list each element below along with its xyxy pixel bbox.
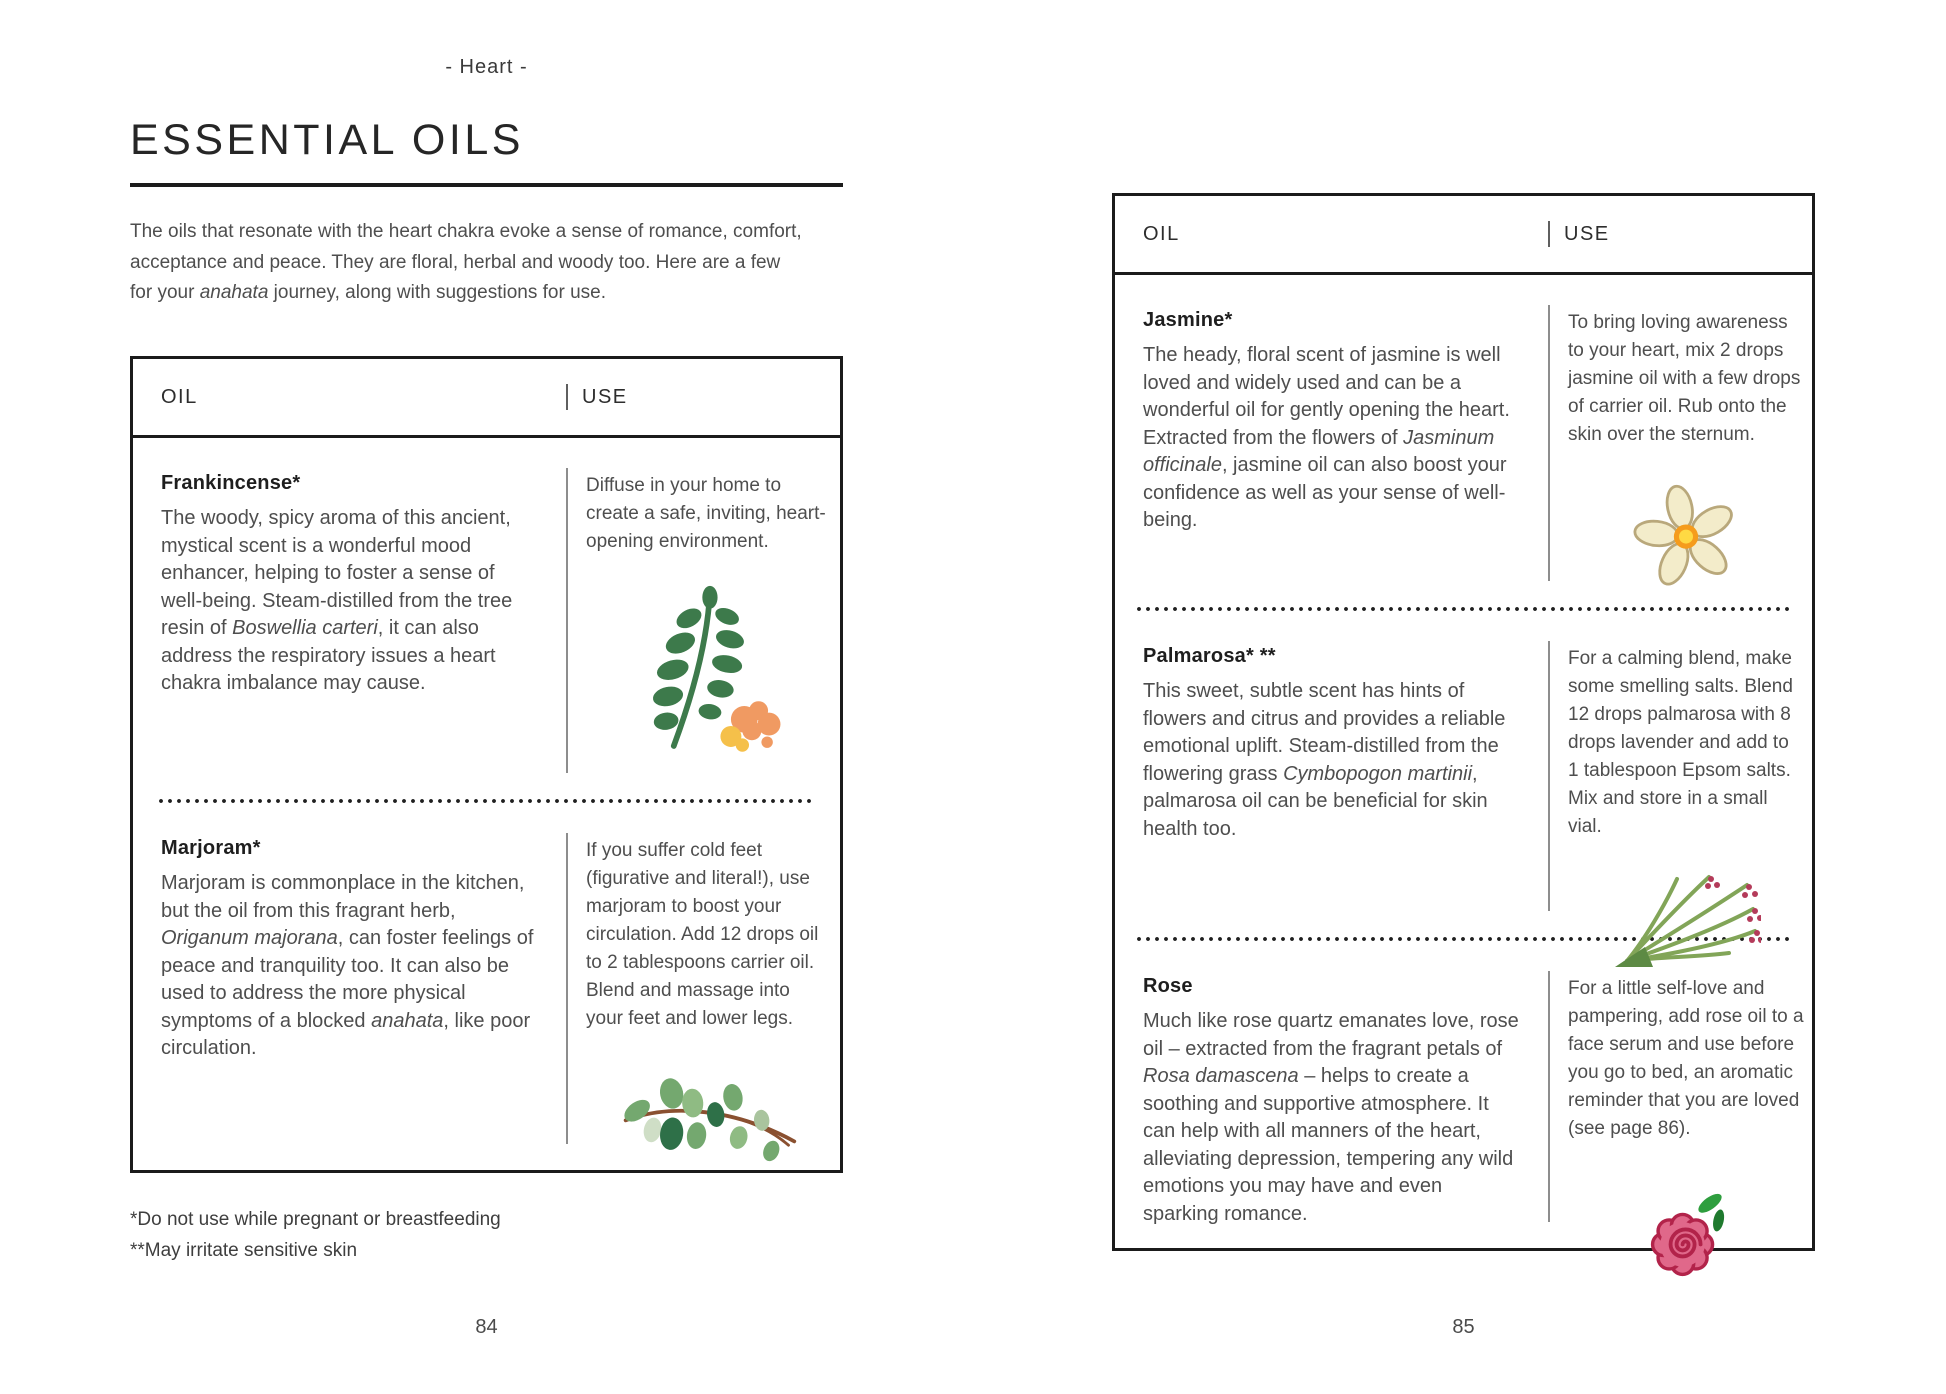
footnote-sensitive-skin: **May irritate sensitive skin (130, 1240, 358, 1261)
title-rule (130, 183, 843, 187)
oil-name: Frankincense* (161, 472, 301, 494)
use-text: For a calming blend, make some smelling salts. Blend 12 drops palmarosa with 8 drops lavender and add to 1 tablespoon Epsom salts. Mix and store in a small vial. (1568, 648, 1793, 837)
oil-name: Rose (1143, 975, 1193, 997)
use-text: Diffuse in your home to create a safe, inviting, heart-opening environment. (586, 475, 826, 552)
table-row-frankincense (133, 438, 840, 799)
oil-name: Palmarosa* ** (1143, 645, 1276, 667)
table-row-marjoram (133, 803, 840, 1170)
footnote-pregnancy: *Do not use while pregnant or breastfeeding (130, 1209, 501, 1230)
left-page (130, 0, 843, 1394)
oil-description: Marjoram is commonplace in the kitchen, but the oil from this fragrant herb, Origanum majorana, can foster feelings of peace and tranquility too. It can also be used to address the more physical symptoms of a blocked anahata, like poor circulation. (161, 872, 534, 1059)
use-text: To bring loving awareness to your heart, mix 2 drops jasmine oil with a few drops of carrier oil. Rub onto the skin over the sternum. (1568, 312, 1801, 445)
marjoram-sprig-illustration (618, 1059, 800, 1176)
oil-description: The woody, spicy aroma of this ancient, mystical scent is a wonderful mood enhancer, helping to foster a sense of well-being. Steam-distilled from the tree resin of Boswellia carteri, it can also address the respiratory issues a heart chakra imbalance may cause. (161, 507, 513, 694)
intro-paragraph: The oils that resonate with the heart chakra evoke a sense of romance, comfort, acceptance and peace. They are floral, herbal and woody too. Here are a few for your anahata journey, along with suggestions for use. (130, 221, 802, 303)
table-row-jasmine (1115, 275, 1812, 607)
table-header-row (1115, 196, 1812, 275)
oil-description: The heady, floral scent of jasmine is well loved and widely used and can be a wonderful oil for gently opening the heart. Extracted from the flowers of Jasminum officinale, jasmine oil can also boost your confidence as well as your sense of well-being. (1143, 344, 1510, 531)
table-header-row (133, 359, 840, 438)
column-header-oil: OIL (161, 385, 198, 408)
use-column-tick (566, 384, 568, 410)
oil-description: This sweet, subtle scent has hints of flowers and citrus and provides a reliable emotional uplift. Steam-distilled from the flowering grass Cymbopogon martinii, palmarosa oil can be beneficial for skin health too. (1143, 680, 1506, 840)
frankincense-sprig-and-resin-illustration (628, 584, 790, 756)
column-header-oil: OIL (1143, 222, 1180, 245)
table-row-rose (1115, 941, 1812, 1248)
column-header-use (566, 384, 628, 410)
page-title: ESSENTIAL OILS (130, 116, 524, 164)
oil-name: Jasmine* (1143, 309, 1233, 331)
page-number-right: 85 (1452, 1316, 1475, 1338)
page-number-left: 84 (475, 1316, 498, 1338)
oil-name: Marjoram* (161, 837, 261, 859)
use-text: For a little self-love and pampering, add rose oil to a face serum and use before you go to bed, an aromatic reminder that you are loved (see page 86). (1568, 978, 1804, 1139)
table-row-palmarosa (1115, 611, 1812, 937)
use-text: If you suffer cold feet (figurative and literal!), use marjoram to boost your circulation. Add 12 drops oil to 2 tablespoons carrier oil. Blend and massage into your feet and lower legs. (586, 840, 819, 1029)
jasmine-flower-illustration (1630, 475, 1742, 593)
footnotes (130, 1204, 501, 1266)
essential-oils-table-right (1112, 193, 1815, 1251)
essential-oils-table-left (130, 356, 843, 1173)
use-column-tick (1548, 221, 1550, 247)
right-page (1112, 0, 1815, 1394)
oil-description: Much like rose quartz emanates love, rose oil – extracted from the fragrant petals of Rosa damascena – helps to create a soothing and supportive atmosphere. It can help with all manners of the heart, alleviating depression, tempering any wild emotions you may have and even sparking romance. (1143, 1010, 1519, 1225)
running-head: - Heart - (445, 56, 528, 78)
column-header-use-label: USE (1564, 222, 1610, 245)
rose-flower-illustration (1638, 1181, 1734, 1282)
column-header-use (1548, 221, 1610, 247)
column-header-use-label: USE (582, 385, 628, 408)
